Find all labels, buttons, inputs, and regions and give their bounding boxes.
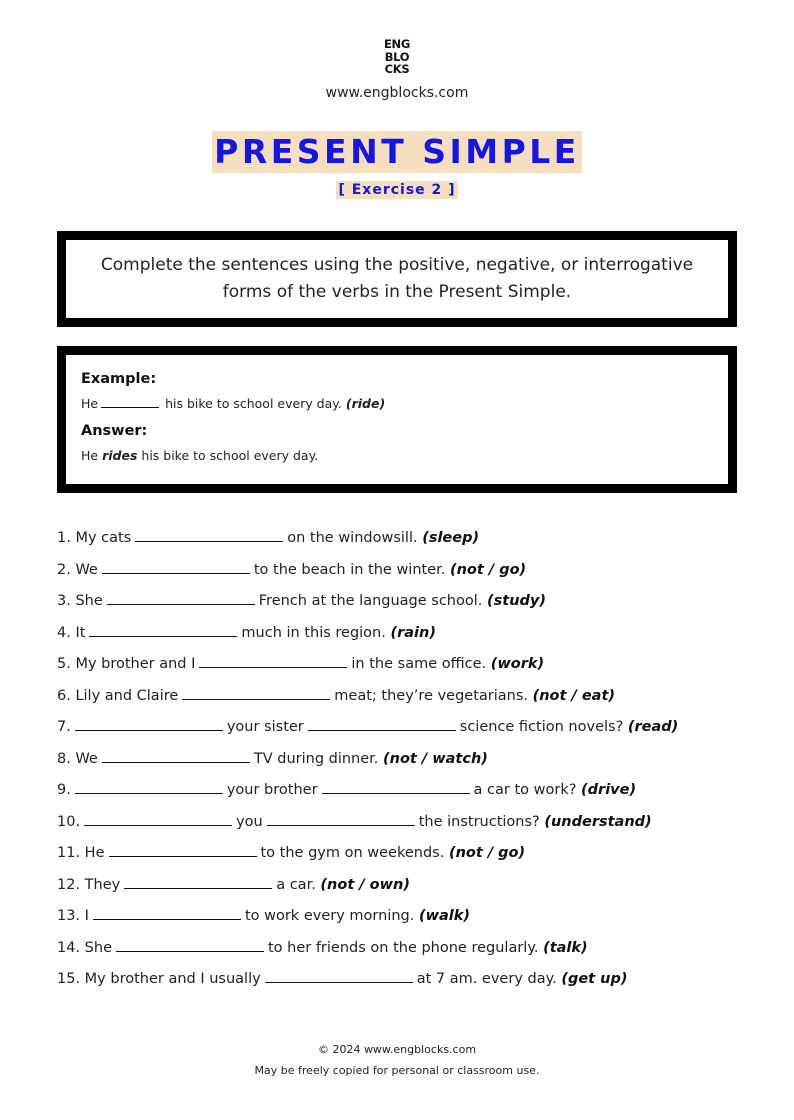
answer-blank[interactable] [308,717,456,731]
question-item [57,686,757,718]
question-text: 8. We [57,750,98,767]
question-text: 14. She [57,939,112,956]
site-url: www.engblocks.com [325,85,469,101]
question-text: 2. We [57,561,98,578]
verb-hint: (not / go) [449,561,527,578]
answer-blank[interactable] [102,560,250,574]
verb-hint: (drive) [581,782,637,798]
question-text: 13. I [57,908,89,924]
instructions-text: Complete the sentences using the positive, negative, or interrogative forms of the verbs in the Present Simple. [100,255,694,302]
question-text: the instructions? [418,813,540,830]
question-item [57,717,757,749]
answer-blank[interactable] [116,938,264,952]
question-item [57,875,757,907]
question-text: your brother [226,782,318,798]
answer-blank[interactable] [265,969,413,983]
answer-blank[interactable] [182,686,330,700]
verb-hint: (talk) [543,939,588,956]
question-item [57,812,757,844]
logo-line-3: CKS [384,62,410,76]
example-box [57,346,737,493]
verb-hint: (walk) [418,908,470,924]
example-sentence: He his bike to school every day. (ride) [81,396,386,411]
answer-blank[interactable] [89,623,237,637]
question-item [57,591,757,623]
answer-blank[interactable] [102,749,250,763]
answer-blank[interactable] [75,717,223,731]
question-text: 3. She [57,593,103,609]
question-text: science fiction novels? [459,719,624,735]
verb-hint: (not / eat) [532,687,616,704]
question-item [57,749,757,781]
verb-hint: (sleep) [422,530,480,546]
question-item [57,969,757,1001]
question-text: to the beach in the winter. [253,561,446,578]
question-text: 10. [57,813,81,830]
example-blank [101,395,159,408]
question-text: 4. It [57,624,86,641]
question-text: 6. Lily and Claire [57,687,179,704]
verb-hint: (read) [627,719,679,735]
engblocks-logo [0,38,794,76]
verb-hint: (understand) [544,813,652,830]
question-text: 9. [57,782,71,798]
question-text: in the same office. [351,656,487,672]
answer-blank[interactable] [322,780,470,794]
answer-blank[interactable] [135,528,283,542]
question-item [57,906,757,938]
question-list [57,528,757,1001]
question-item [57,623,757,655]
verb-hint: (study) [487,593,546,609]
verb-hint: (work) [490,656,545,672]
question-text: 1. My cats [57,530,132,546]
answer-sentence: He rides his bike to school every day. [81,448,319,463]
page-title: PRESENT SIMPLE [214,132,580,171]
instructions-box [57,231,737,327]
answer-label: Answer: [81,423,148,439]
question-item [57,654,757,686]
question-item [57,780,757,812]
question-item [57,528,757,560]
question-item [57,938,757,970]
example-hint: (ride) [345,396,386,411]
question-text: to work every morning. [244,908,415,924]
question-text: you [236,813,263,830]
answer-blank[interactable] [124,875,272,889]
question-text: 15. My brother and I usually [57,971,261,987]
verb-hint: (not / go) [448,845,526,861]
verb-hint: (not / watch) [383,750,488,767]
example-label: Example: [81,371,157,387]
question-text: 7. [57,719,71,735]
answer-word: rides [102,448,138,463]
logo-line-2: BLO [384,49,410,64]
question-text: to her friends on the phone regularly. [267,939,539,956]
verb-hint: (get up) [561,971,628,987]
answer-blank[interactable] [199,654,347,668]
question-text: 5. My brother and I [57,656,196,672]
footer-note: May be freely copied for personal or classroom use. [254,1064,540,1077]
question-item [57,843,757,875]
question-text: 12. They [57,876,121,893]
answer-blank[interactable] [109,843,257,857]
question-item [57,560,757,592]
question-text: much in this region. [241,624,386,641]
answer-blank[interactable] [107,591,255,605]
question-text: on the windowsill. [287,530,418,546]
answer-blank[interactable] [267,812,415,826]
question-text: at 7 am. every day. [416,971,557,987]
verb-hint: (rain) [390,624,436,641]
answer-blank[interactable] [84,812,232,826]
question-text: meat; they’re vegetarians. [334,687,528,704]
question-text: a car. [276,876,316,893]
verb-hint: (not / own) [320,876,410,893]
question-text: TV during dinner. [253,750,379,767]
logo-line-1: ENG [383,37,411,51]
question-text: a car to work? [473,782,577,798]
answer-blank[interactable] [93,906,241,920]
exercise-subtitle: [ Exercise 2 ] [338,182,456,198]
question-text: your sister [226,719,304,735]
question-text: French at the language school. [258,593,483,609]
footer-copyright: © 2024 www.engblocks.com [317,1043,477,1056]
answer-blank[interactable] [75,780,223,794]
question-text: to the gym on weekends. [260,845,445,861]
question-text: 11. He [57,845,105,861]
